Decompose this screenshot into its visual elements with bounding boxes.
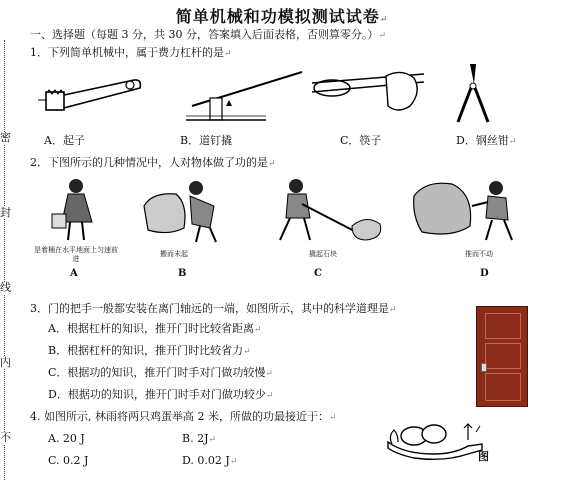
door-handle-icon — [481, 363, 487, 372]
man-lifting-stone-figure — [140, 176, 226, 244]
q3-option-b — [48, 344, 251, 359]
q3-option-c-text: C．根据功的知识，推开门时手对门做功较慢 — [48, 366, 266, 379]
return-mark: ↵ — [243, 347, 251, 357]
chopsticks-figure — [306, 66, 434, 124]
q3-option-a — [48, 322, 262, 337]
q2-caption-c: 撬起石块 — [309, 250, 337, 258]
pliers-figure — [454, 62, 494, 126]
q3-stem — [30, 302, 397, 317]
section-heading — [30, 28, 386, 43]
q1-option-d-text: D．钢丝钳 — [456, 134, 509, 147]
return-mark: ↵ — [265, 369, 273, 379]
q1-option-b — [180, 134, 232, 148]
q4-option-a-text: A. 20 J — [48, 432, 85, 445]
q3-stem-text: 3．门的把手一般都安装在离门轴远的一端，如图所示，其中的科学道理是 — [30, 302, 389, 315]
return-mark: ↵ — [253, 325, 262, 335]
q2-letter-a: A — [70, 268, 78, 279]
q2-stem-text: 2．下图所示的几种情况中，人对物体做了功的是 — [30, 156, 268, 169]
q2-letter-d: D — [480, 268, 489, 279]
boy-pushing-boulder-figure — [412, 176, 524, 244]
door-figure — [476, 306, 528, 407]
q3-option-d-text: D．根据功的知识，推开门时手对门做功较少 — [48, 388, 266, 401]
door-panel-middle — [485, 343, 521, 369]
q4-option-b-text: B. 2J — [182, 432, 209, 445]
q4-option-a — [48, 432, 85, 446]
q1-stem — [30, 46, 232, 61]
margin-char-feng: 封 — [0, 206, 11, 219]
binding-dashed-line — [4, 40, 5, 480]
spike-lever-figure — [186, 66, 306, 124]
q2-caption-a: 是着桶在水平地面上匀速前进 — [34, 246, 118, 263]
q3-option-b-text: B．根据杠杆的知识，推开门时比较省力 — [48, 344, 244, 357]
return-mark: ↵ — [389, 305, 397, 315]
q4-stem-text: 4. 如图所示, 林雨将两只鸡蛋举高 2 米，所做的功最接近于： — [30, 410, 329, 423]
q1-option-b-text: B．道钉撬 — [180, 134, 233, 147]
man-prying-rock-figure — [256, 176, 386, 244]
q3-option-a-text: A．根据杠杆的知识，推开门时比较省距离 — [48, 322, 254, 335]
q2-stem — [30, 156, 276, 171]
margin-char-bu: 不 — [0, 431, 11, 444]
return-mark: ↵ — [265, 391, 274, 401]
page-title-text: 简单机械和功模拟测试试卷 — [175, 7, 380, 26]
q3-option-c — [48, 366, 273, 381]
return-mark: ↵ — [224, 49, 232, 59]
section-heading-text: 一、选择题（每题 3 分，共 30 分，答案填入后面表格，否则算零分。） — [30, 28, 379, 41]
q4-option-c-text: C. 0.2 J — [48, 454, 89, 467]
return-mark: ↵ — [378, 31, 387, 41]
margin-char-xian: 线 — [0, 281, 11, 294]
return-mark: ↵ — [508, 137, 517, 147]
q2-letter-c: C — [314, 268, 322, 279]
q2-letter-b: B — [178, 268, 187, 279]
q4-option-d — [182, 454, 237, 469]
return-mark: ↵ — [328, 413, 337, 423]
door-panel-top — [485, 313, 521, 339]
q1-option-c-text: C．筷子 — [340, 134, 382, 147]
margin-char-mi: 密 — [0, 131, 11, 144]
q4-stem — [30, 410, 337, 425]
girl-carrying-bucket-figure — [44, 176, 114, 244]
q4-figure-label: 图 — [478, 450, 489, 463]
margin-char-nei: 内 — [0, 356, 11, 369]
q3-option-d — [48, 388, 273, 403]
page-title — [0, 4, 564, 27]
q1-stem-text: 1．下列简单机械中，属于费力杠杆的是 — [30, 46, 224, 59]
return-mark: ↵ — [268, 159, 276, 169]
q1-option-a — [44, 134, 85, 148]
q2-caption-b: 搬而未起 — [160, 250, 188, 258]
q1-option-a-text: A．起子 — [44, 134, 85, 147]
return-mark: ↵ — [208, 435, 217, 445]
return-mark: ↵ — [229, 457, 238, 467]
q2-caption-d: 推而不动 — [465, 250, 493, 258]
q4-option-b — [182, 432, 216, 447]
bottle-opener-figure — [36, 70, 146, 120]
hand-holding-eggs-figure — [384, 418, 484, 462]
q1-option-c — [340, 134, 381, 148]
return-mark: ↵ — [379, 15, 389, 25]
q4-option-d-text: D. 0.02 J — [182, 454, 230, 467]
q1-option-d — [456, 134, 516, 149]
door-panel-bottom — [485, 373, 521, 401]
q4-option-c — [48, 454, 88, 468]
